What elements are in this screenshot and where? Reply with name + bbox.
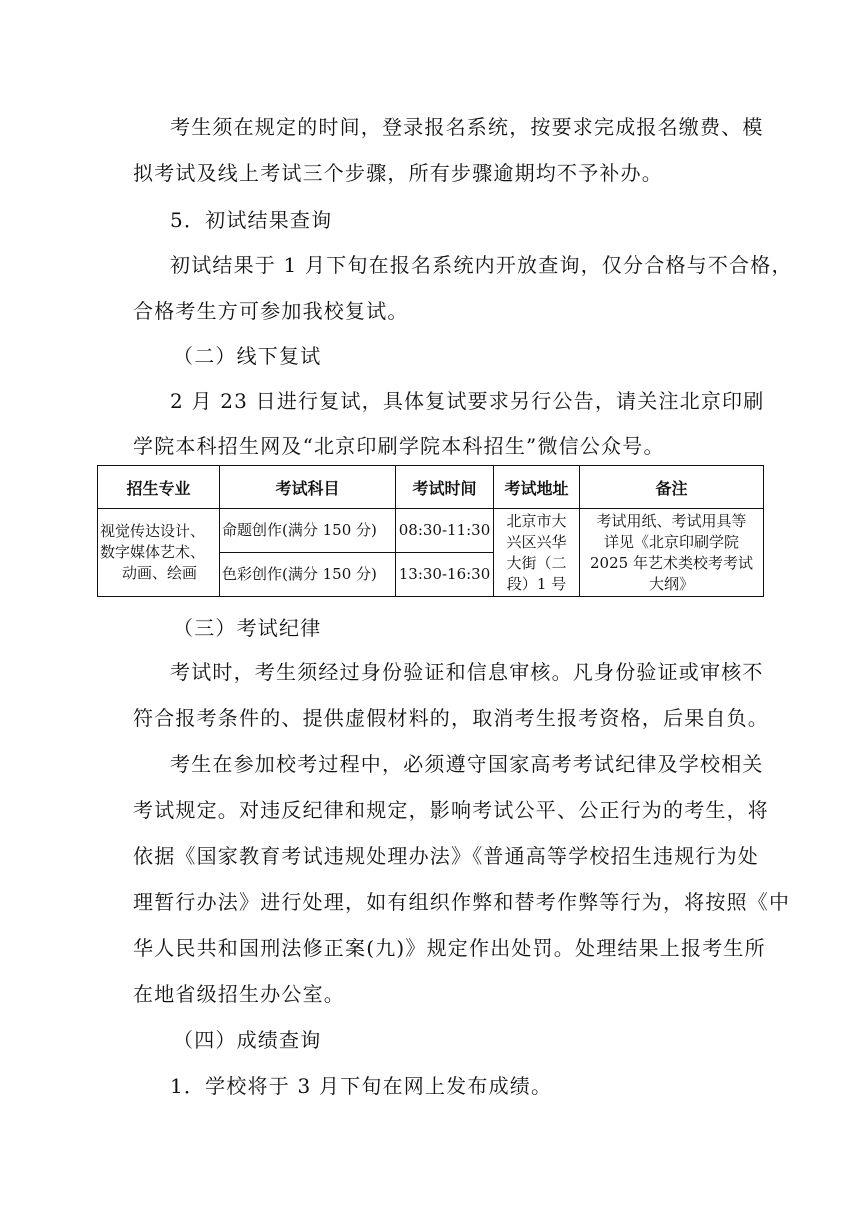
paragraph-line: 理暂行办法》进行处理，如有组织作弊和替考作弊等行为，将按照《中: [133, 890, 791, 914]
table-row: [98, 509, 764, 553]
section-heading: （二）线下复试: [173, 344, 322, 368]
table-header: 备注: [580, 466, 764, 509]
time-cell: 08:30-11:30: [396, 509, 494, 553]
table-header-row: [98, 466, 764, 509]
paragraph-line: 1．学校将于 3 月下旬在网上发布成绩。: [170, 1074, 553, 1098]
paragraph-line: 考生在参加校考过程中，必须遵守国家高考考试纪律及学校相关: [170, 752, 764, 776]
paragraph-line: 华人民共和国刑法修正案(九)》规定作出处罚。处理结果上报考生所: [133, 936, 766, 960]
address-cell: 北京市大 兴区兴华 大街（二 段）1 号: [494, 509, 580, 597]
section-heading: （四）成绩查询: [173, 1028, 322, 1052]
section-heading: （三）考试纪律: [173, 616, 322, 640]
paragraph-line: 学院本科招生网及“北京印刷学院本科招生”微信公众号。: [133, 434, 665, 458]
subject-cell: 命题创作(满分 150 分): [220, 509, 396, 553]
note-cell: 考试用纸、考试用具等 详见《北京印刷学院 2025 年艺术类校考考试 大纲》: [580, 509, 764, 597]
paragraph-line: 2 月 23 日进行复试，具体复试要求另行公告，请关注北京印刷: [170, 389, 765, 413]
exam-schedule-table: [97, 465, 764, 597]
subject-cell: 色彩创作(满分 150 分): [220, 553, 396, 597]
paragraph-line: 合格考生方可参加我校复试。: [133, 299, 409, 323]
paragraph-line: 符合报考条件的、提供虚假材料的，取消考生报考资格，后果自负。: [133, 706, 769, 730]
major-cell: 视觉传达设计、 数字媒体艺术、 动画、绘画: [98, 509, 220, 597]
table-header: 考试科目: [220, 466, 396, 509]
table-header: 考试时间: [396, 466, 494, 509]
paragraph-line: 初试结果于 1 月下旬在报名系统内开放查询，仅分合格与不合格，: [170, 253, 793, 277]
paragraph-line: 在地省级招生办公室。: [133, 982, 345, 1006]
paragraph-line: 考试时，考生须经过身份验证和信息审核。凡身份验证或审核不: [170, 660, 764, 684]
time-cell: 13:30-16:30: [396, 553, 494, 597]
paragraph-line: 拟考试及线上考试三个步骤，所有步骤逾期均不予补办。: [133, 161, 663, 185]
paragraph-line: 考试规定。对违反纪律和规定，影响考试公平、公正行为的考生，将: [133, 798, 769, 822]
subsection-heading: 5．初试结果查询: [170, 208, 333, 232]
paragraph-line: 考生须在规定的时间，登录报名系统，按要求完成报名缴费、模: [170, 115, 764, 139]
paragraph-line: 依据《国家教育考试违规处理办法》《普通高等学校招生违规行为处: [133, 844, 759, 868]
table-header: 考试地址: [494, 466, 580, 509]
table-header: 招生专业: [98, 466, 220, 509]
